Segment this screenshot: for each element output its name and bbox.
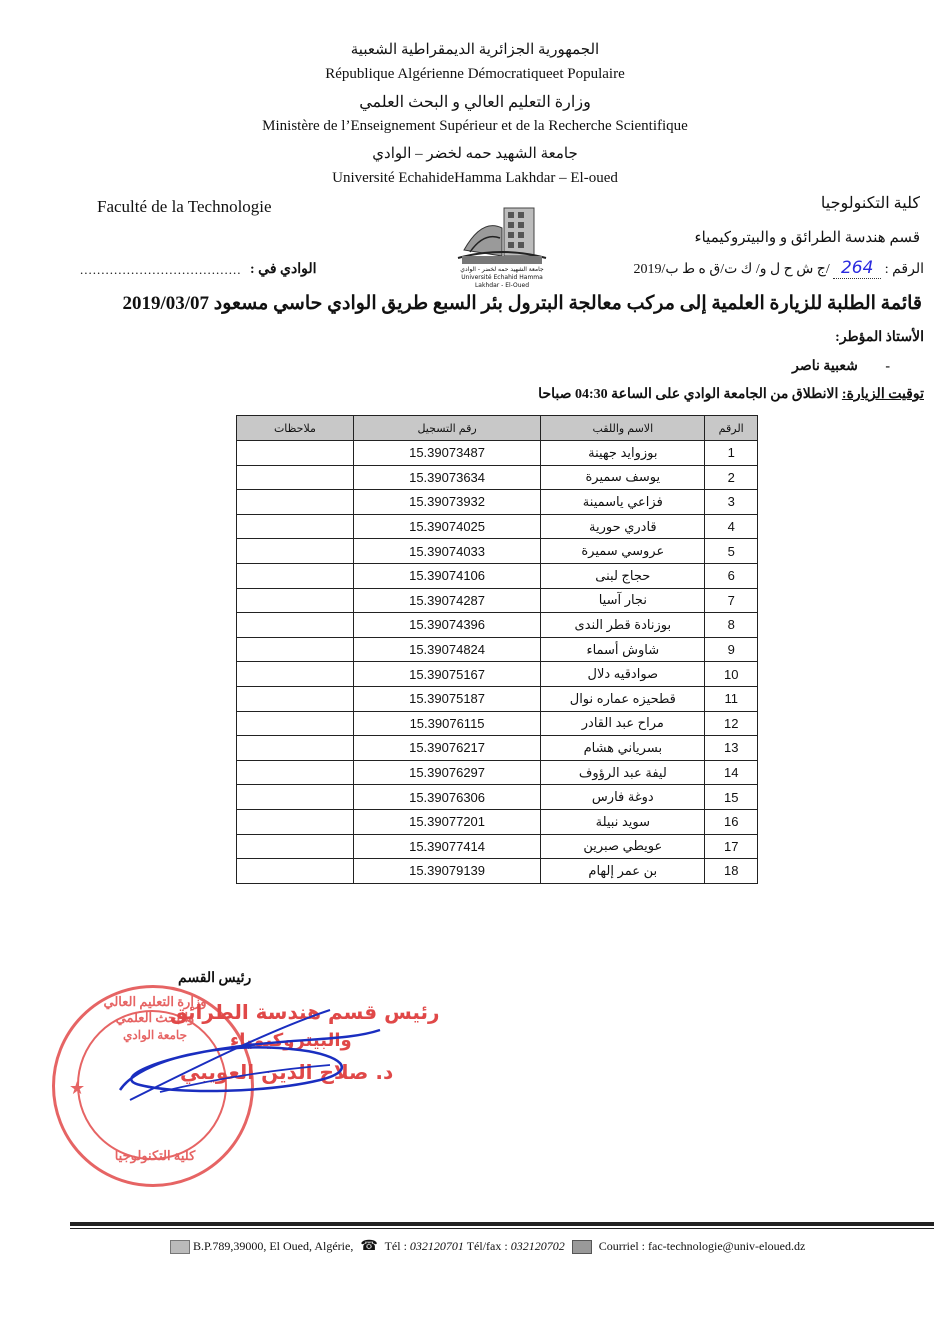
cell-num: 4 [705,514,758,539]
table-row [237,686,758,711]
footer-address: B.P.789,39000, El Oued, Algérie, [193,1239,354,1253]
cell-num: 14 [705,760,758,785]
mailbox-icon [170,1240,190,1254]
cell-name: سويد نبيلة [541,809,705,834]
university-ar: جامعة الشهيد حمه لخضر – الوادي [372,146,578,162]
cell-name: بسرياني هشام [541,736,705,761]
place-dots: ...................................... [80,262,242,277]
cell-notes [237,490,354,515]
supervisor-label: الأستاذ المؤطر: [835,330,924,345]
cell-reg: 15.39074025 [353,514,540,539]
cell-name: قطحيزه عماره نوال [541,686,705,711]
cell-name: مراح عبد القادر [541,711,705,736]
cell-name: حجاج لبنى [541,563,705,588]
cell-notes [237,686,354,711]
header-name: الاسم واللقب [541,416,705,441]
cell-notes [237,760,354,785]
table-row [237,809,758,834]
cell-name: عويطي صبرين [541,834,705,859]
cell-num: 8 [705,613,758,638]
footer-fax-label: Tél/fax : [466,1239,508,1253]
ministry-fr: Ministère de l’Enseignement Supérieur et de la Recherche Scientifique [262,118,688,134]
cell-num: 3 [705,490,758,515]
reference-label: الرقم : [884,262,924,277]
table-row [237,859,758,884]
table-row [237,539,758,564]
cell-notes [237,613,354,638]
header-reg: رقم التسجيل [353,416,540,441]
table-row [237,736,758,761]
table-row [237,613,758,638]
cell-notes [237,809,354,834]
table-row [237,563,758,588]
reference-code: /ج ش ح ل و/ ك ت/ق ه ط ب/2019 [633,262,830,277]
cell-notes [237,465,354,490]
header-num: الرقم [705,416,758,441]
cell-notes [237,441,354,466]
cell-name: بوزنادة قطر الندى [541,613,705,638]
cell-notes [237,785,354,810]
cell-name: بن عمر إلهام [541,859,705,884]
cell-reg: 15.39073634 [353,465,540,490]
visit-time [538,386,924,403]
cell-reg: 15.39076297 [353,760,540,785]
cell-reg: 15.39074396 [353,613,540,638]
supervisor-bullet: - [885,359,890,374]
republic-fr: République Algérienne Démocratiqueet Populaire [325,66,625,82]
cell-notes [237,637,354,662]
header-notes: ملاحظات [237,416,354,441]
table-header-row [237,416,758,441]
signature-line-1: رئيس قسم هندسة الطرائق [170,1000,440,1024]
cell-reg: 15.39075187 [353,686,540,711]
table-body [237,441,758,884]
university-fr: Université EchahideHamma Lakhdar – El-oued [332,170,618,186]
cell-name: يوسف سميرة [541,465,705,490]
cell-reg: 15.39077414 [353,834,540,859]
cell-notes [237,588,354,613]
cell-reg: 15.39074824 [353,637,540,662]
cell-num: 17 [705,834,758,859]
cell-notes [237,834,354,859]
cell-num: 13 [705,736,758,761]
cell-num: 12 [705,711,758,736]
cell-name: قادري حورية [541,514,705,539]
reference-handwritten: 264 [833,258,881,279]
visit-time-text: الانطلاق من الجامعة الوادي على الساعة 04:30 صباحا [538,387,839,402]
cell-num: 15 [705,785,758,810]
stamp-middle-text: جامعة الوادي [123,1028,187,1042]
table-row [237,588,758,613]
cell-reg: 15.39076306 [353,785,540,810]
signature-line-2: والبيتروكيمياء [230,1030,352,1051]
cell-reg: 15.39074106 [353,563,540,588]
footer-rule-thin [70,1228,934,1229]
table-row [237,785,758,810]
visit-time-label: توقيت الزيارة: [841,387,924,402]
cell-notes [237,711,354,736]
cell-num: 16 [705,809,758,834]
cell-num: 7 [705,588,758,613]
ministry-ar: وزارة التعليم العالي و البحث العلمي [359,94,591,111]
stamp-outer-text: وزارة التعليم العالي والبحث العلمي [103,994,207,1025]
stamp-bottom-text: كلية التكنولوجيا [114,1148,196,1163]
department-ar: قسم هندسة الطرائق و والبيتروكيمياء [694,230,920,246]
reference-number [634,258,924,279]
cell-name: صوادقيه دلال [541,662,705,687]
table-row [237,441,758,466]
footer-email: fac-technologie@univ-eloued.dz [648,1239,806,1253]
table-row [237,514,758,539]
cell-reg: 15.39074033 [353,539,540,564]
cell-notes [237,859,354,884]
cell-name: بوزوايد جهينة [541,441,705,466]
table-row [237,834,758,859]
cell-num: 2 [705,465,758,490]
cell-notes [237,539,354,564]
faculty-ar: كلية التكنولوجيا [820,195,920,212]
cell-reg: 15.39073932 [353,490,540,515]
footer-email-label: Courriel : [598,1239,646,1253]
cell-reg: 15.39073487 [353,441,540,466]
cell-reg: 15.39076217 [353,736,540,761]
cell-name: شاوش أسماء [541,637,705,662]
faculty-fr: Faculté de la Technologie [97,197,272,216]
table-row [237,711,758,736]
signature-name: د. صلاح الدين العويبي [180,1060,394,1084]
table-row [237,490,758,515]
cell-reg: 15.39076115 [353,711,540,736]
republic-ar: الجمهورية الجزائرية الديمقراطية الشعبية [350,42,600,58]
cell-num: 9 [705,637,758,662]
logo-caption-ar: جامعة الشهيد حمه لخضر - الوادي [460,266,544,273]
email-icon [572,1240,592,1254]
cell-name: عروسي سميرة [541,539,705,564]
stamp-star-icon: ★ [69,1078,86,1098]
cell-name: نجار آسيا [541,588,705,613]
cell-num: 5 [705,539,758,564]
table-row [237,760,758,785]
handwritten-signature-icon [100,1000,400,1120]
footer-tel: 032120701 [409,1239,464,1253]
phone-icon: ☎ [360,1239,378,1254]
cell-name: دوغة فارس [541,785,705,810]
supervisor-name: شعبية ناصر [792,359,858,374]
document-title: قائمة الطلبة للزيارة العلمية إلى مركب معالجة البترول بئر السبع طريق الوادي حاسي مسعود 2019/03/07 [122,293,922,314]
cell-reg: 15.39075167 [353,662,540,687]
table-row [237,637,758,662]
cell-notes [237,662,354,687]
footer-tel-label: Tél : [384,1239,407,1253]
cell-reg: 15.39079139 [353,859,540,884]
supervisor-entry [792,358,890,375]
footer-fax: 032120702 [510,1239,565,1253]
cell-num: 11 [705,686,758,711]
table-row [237,662,758,687]
cell-num: 10 [705,662,758,687]
cell-notes [237,514,354,539]
footer-contact [170,1238,805,1255]
footer-rule [70,1222,934,1226]
cell-notes [237,736,354,761]
cell-notes [237,563,354,588]
cell-reg: 15.39077201 [353,809,540,834]
students-table [236,415,758,884]
university-logo [452,198,552,288]
head-of-department-label: رئيس القسم [178,971,252,986]
place-label: الوادي في : [250,262,317,277]
logo-caption-fr: Université Echahid Hamma Lakhdar - El-Oued [461,274,543,289]
cell-num: 18 [705,859,758,884]
cell-name: فزاعي ياسمينة [541,490,705,515]
cell-num: 6 [705,563,758,588]
table-row [237,465,758,490]
cell-num: 1 [705,441,758,466]
cell-reg: 15.39074287 [353,588,540,613]
cell-name: ليفة عبد الرؤوف [541,760,705,785]
